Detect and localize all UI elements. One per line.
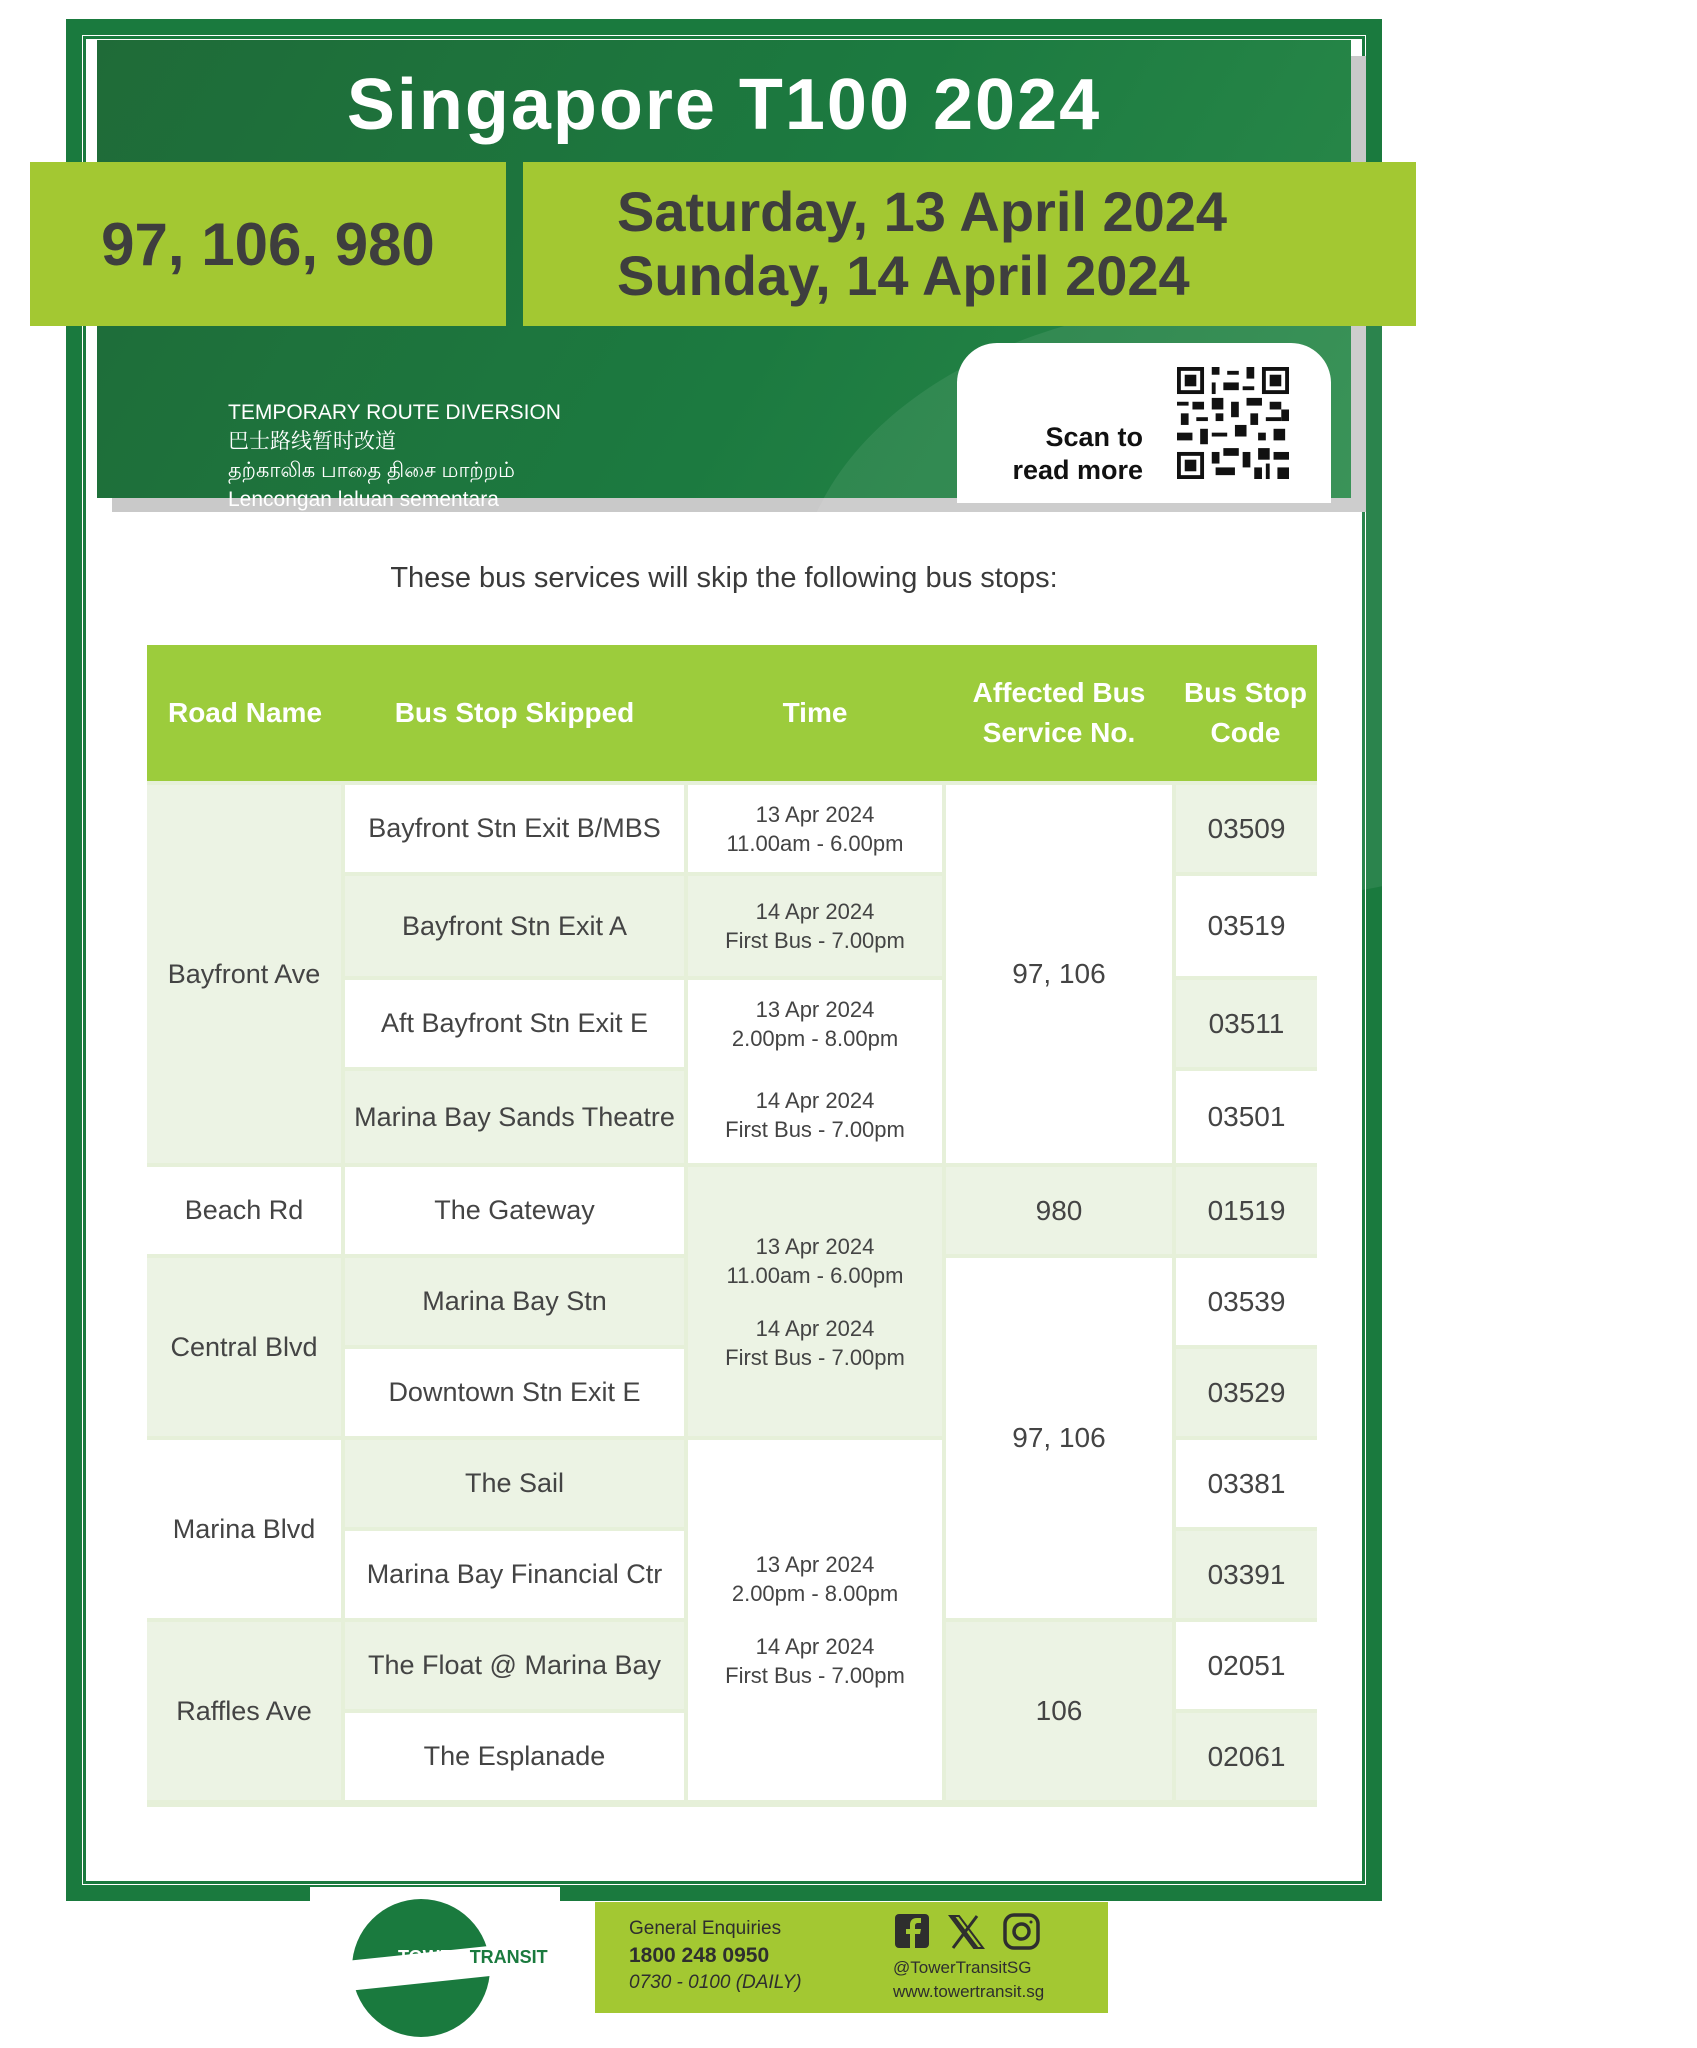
header-affected-service-line-2: Service No. xyxy=(982,717,1136,748)
header-stop-code xyxy=(1174,645,1317,781)
stop-code-cell: 02061 xyxy=(1176,1713,1317,1800)
dates-label xyxy=(617,180,1227,308)
header-affected-service xyxy=(944,645,1174,781)
stop-code-cell: 03501 xyxy=(1176,1071,1317,1163)
bus-stop-cell: Marina Bay Stn xyxy=(345,1258,684,1345)
service-cell: 97, 106 xyxy=(946,785,1172,1163)
bus-stop-cell: The Float @ Marina Bay xyxy=(345,1622,684,1709)
contact-panel xyxy=(595,1902,1108,2013)
road-cell: Marina Blvd xyxy=(147,1440,341,1618)
service-cell: 97, 106 xyxy=(946,1258,1172,1618)
bus-stop-cell: Downtown Stn Exit E xyxy=(345,1349,684,1436)
social-handle[interactable]: @TowerTransitSG xyxy=(893,1958,1032,1977)
scan-line-2: read more xyxy=(1012,455,1143,485)
services-label: 97, 106, 980 xyxy=(101,210,435,278)
bus-stop-cell: The Esplanade xyxy=(345,1713,684,1800)
road-cell: Bayfront Ave xyxy=(147,785,341,1163)
diversion-zh: 巴士路线暂时改道 xyxy=(228,430,396,453)
time-range: First Bus - 7.00pm xyxy=(725,1663,905,1688)
intro-text: These bus services will skip the following bus stops: xyxy=(390,562,1058,594)
service-cell: 980 xyxy=(946,1167,1172,1254)
enquiries-hours: 0730 - 0100 (DAILY) xyxy=(629,1972,802,1993)
qr-code-icon[interactable] xyxy=(1177,367,1289,479)
facebook-icon[interactable] xyxy=(895,1914,929,1948)
logo-wordmark xyxy=(398,1947,548,1968)
stop-code-cell: 03511 xyxy=(1176,980,1317,1067)
dates-band xyxy=(523,162,1416,326)
enquiries-label: General Enquiries xyxy=(629,1918,782,1939)
bus-stop-cell: Aft Bayfront Stn Exit E xyxy=(345,980,684,1067)
time-date: 13 Apr 2024 xyxy=(755,801,875,827)
header-road-name: Road Name xyxy=(147,645,343,781)
stop-code-cell: 02051 xyxy=(1176,1622,1317,1709)
time-range: 11.00am - 6.00pm xyxy=(726,1262,904,1288)
date-line-2: Sunday, 14 April 2024 xyxy=(617,244,1190,307)
bus-stop-cell: The Gateway xyxy=(345,1167,684,1254)
stop-code-cell: 03539 xyxy=(1176,1258,1317,1345)
time-range: 2.00pm - 8.00pm xyxy=(731,1025,899,1051)
time-range: First Bus - 7.00pm xyxy=(725,1344,905,1370)
time-cell xyxy=(688,1067,942,1163)
tower-transit-logo xyxy=(310,1887,560,2048)
time-date: 14 Apr 2024 xyxy=(755,899,875,924)
time-date: 13 Apr 2024 xyxy=(755,1233,875,1259)
x-icon[interactable] xyxy=(950,1916,983,1948)
header-bus-stop-skipped: Bus Stop Skipped xyxy=(343,645,686,781)
stop-code-cell: 03529 xyxy=(1176,1349,1317,1436)
header-affected-service-line-1: Affected Bus xyxy=(972,677,1146,708)
time-range: 11.00am - 6.00pm xyxy=(726,830,904,856)
time-date: 13 Apr 2024 xyxy=(755,1552,875,1577)
road-cell: Central Blvd xyxy=(147,1258,341,1436)
bus-stop-cell: The Sail xyxy=(345,1440,684,1527)
time-date: 13 Apr 2024 xyxy=(755,996,875,1022)
stop-code-cell: 01519 xyxy=(1176,1167,1317,1254)
scan-line-1: Scan to xyxy=(1045,422,1143,452)
time-cell xyxy=(688,1167,942,1436)
diversion-table xyxy=(147,645,1317,1807)
date-line-1: Saturday, 13 April 2024 xyxy=(617,180,1228,243)
bus-stop-cell: Bayfront Stn Exit A xyxy=(345,876,684,976)
bus-stop-cell: Marina Bay Financial Ctr xyxy=(345,1531,684,1618)
road-cell: Raffles Ave xyxy=(147,1622,341,1800)
instagram-icon[interactable] xyxy=(1005,1915,1038,1948)
time-date: 14 Apr 2024 xyxy=(755,1088,875,1113)
service-cell: 106 xyxy=(946,1622,1172,1800)
stop-code-cell: 03509 xyxy=(1176,785,1317,872)
time-date: 14 Apr 2024 xyxy=(755,1634,875,1659)
bus-stop-cell: Bayfront Stn Exit B/MBS xyxy=(345,785,684,872)
diversion-notice xyxy=(228,398,561,514)
time-range: 2.00pm - 8.00pm xyxy=(731,1581,899,1606)
time-range: First Bus - 7.00pm xyxy=(725,928,905,953)
diversion-ta: தற்காலிக பாதை திசை மாற்றம் xyxy=(228,459,515,482)
time-date: 14 Apr 2024 xyxy=(755,1315,875,1341)
time-cell xyxy=(688,876,942,976)
time-cell xyxy=(688,1440,942,1800)
header-stop-code-line-1: Bus Stop xyxy=(1184,677,1307,708)
page-title: Singapore T100 2024 xyxy=(346,65,1102,145)
enquiries-phone[interactable]: 1800 248 0950 xyxy=(629,1944,770,1967)
social-icons xyxy=(893,1912,1093,1952)
time-cell xyxy=(688,980,942,1067)
road-cell: Beach Rd xyxy=(147,1167,341,1254)
logo-word-2: TRANSIT xyxy=(469,1947,548,1967)
scan-prompt xyxy=(993,421,1143,487)
diversion-en: TEMPORARY ROUTE DIVERSION xyxy=(228,401,561,424)
time-range: First Bus - 7.00pm xyxy=(725,1117,905,1142)
time-cell xyxy=(688,785,942,872)
stop-code-cell: 03381 xyxy=(1176,1440,1317,1527)
logo-word-1: TOWER xyxy=(398,1947,465,1967)
website-link[interactable]: www.towertransit.sg xyxy=(893,1982,1045,2001)
qr-card xyxy=(957,343,1331,503)
header-stop-code-line-2: Code xyxy=(1210,717,1281,748)
diversion-ms: Lencongan laluan sementara xyxy=(228,488,499,511)
logo-circle-icon xyxy=(352,1899,490,2037)
stop-code-cell: 03391 xyxy=(1176,1531,1317,1618)
services-band xyxy=(30,162,506,326)
header-time: Time xyxy=(686,645,944,781)
stop-code-cell: 03519 xyxy=(1176,876,1317,976)
bus-stop-cell: Marina Bay Sands Theatre xyxy=(345,1071,684,1163)
